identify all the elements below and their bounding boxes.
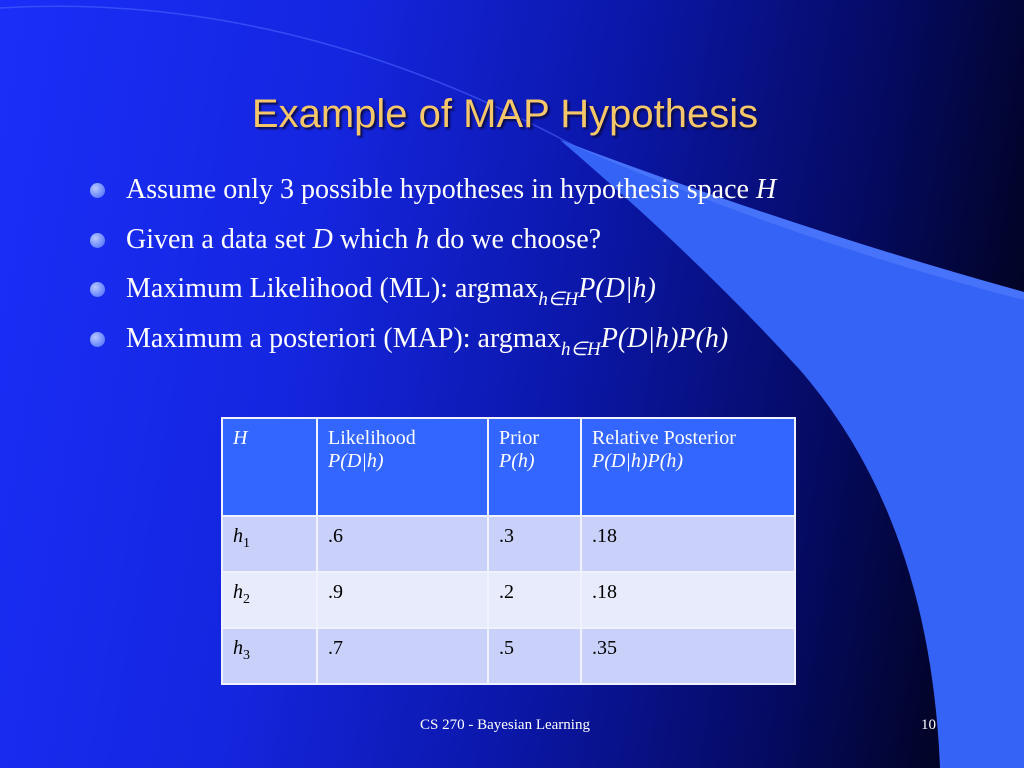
header-label: Likelihood: [328, 427, 416, 449]
table-row: [222, 572, 795, 628]
bullet-text: do we choose?: [429, 223, 602, 255]
header-label: Prior: [499, 427, 539, 449]
header-prior: [488, 418, 581, 516]
cell-posterior: .35: [581, 628, 795, 684]
cell-likelihood: .9: [317, 572, 488, 628]
slide-title: Example of MAP Hypothesis: [251, 92, 759, 136]
bullet-text: Given a data set: [126, 223, 313, 255]
cell-posterior: .18: [581, 516, 795, 572]
bullet-var: h: [415, 223, 430, 255]
bullet-subscript: h∈H: [538, 289, 579, 310]
header-label: H: [233, 427, 248, 449]
bullet-list: [90, 170, 776, 368]
bullet-subscript: h∈H: [560, 338, 601, 360]
cell-prior: .3: [488, 516, 581, 572]
table-header-row: [222, 418, 795, 516]
cell-h: $h_1$: [222, 516, 317, 572]
cell-posterior: .18: [581, 572, 795, 628]
cell-h: $h_2$: [222, 572, 317, 628]
table-row: [222, 516, 795, 572]
bullet-map: [90, 319, 776, 369]
header-formula: P(h): [499, 450, 535, 472]
bullet-text: Maximum Likelihood (ML): argmax: [126, 273, 539, 304]
table-row: [222, 628, 795, 684]
header-h: [222, 418, 317, 516]
cell-prior: .5: [488, 628, 581, 684]
bullet-text: Assume only 3 possible hypotheses in hypothesis space: [126, 174, 756, 205]
bullet-text: Maximum a posteriori (MAP): argmax: [126, 322, 561, 354]
bullet-ml: [90, 269, 776, 319]
header-formula: P(D|h): [328, 450, 384, 472]
bullet-formula: P(D|h): [578, 273, 656, 304]
cell-h: $h_3$: [222, 628, 317, 684]
cell-likelihood: .6: [317, 516, 488, 572]
page-number: 10: [921, 717, 936, 733]
bullet-icon: [90, 233, 105, 248]
bullet-icon: [90, 282, 105, 297]
bullet-hypothesis-space: [90, 170, 776, 220]
header-likelihood: [317, 418, 488, 516]
header-formula: P(D|h)P(h): [592, 450, 684, 472]
hypothesis-table: [221, 417, 796, 685]
bullet-icon: [90, 183, 105, 198]
bullet-formula: P(D|h)P(h): [600, 322, 729, 354]
cell-likelihood: .7: [317, 628, 488, 684]
bullet-text: which: [332, 223, 416, 255]
footer-course: CS 270 - Bayesian Learning: [420, 717, 590, 733]
bullet-icon: [90, 332, 105, 347]
bullet-data-set: [90, 220, 776, 270]
cell-prior: .2: [488, 572, 581, 628]
header-label: Relative Posterior: [592, 427, 736, 449]
bullet-var: H: [755, 174, 777, 205]
header-posterior: [581, 418, 795, 516]
bullet-var: D: [312, 223, 333, 255]
